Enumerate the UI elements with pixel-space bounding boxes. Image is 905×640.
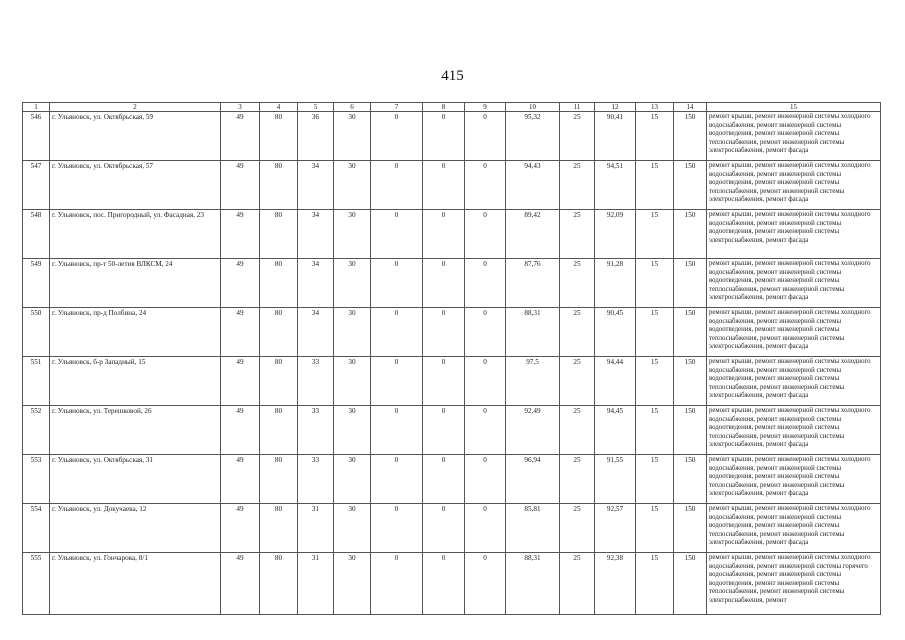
column-header: 13 [636,103,674,112]
value-cell: 150 [674,504,707,553]
value-cell: 49 [221,357,260,406]
value-cell: 80 [260,112,298,161]
value-cell: 15 [636,161,674,210]
value-cell: 90,41 [595,112,636,161]
column-header: 11 [560,103,595,112]
value-cell: 0 [465,455,506,504]
row-number: 554 [23,504,50,553]
value-cell: 80 [260,455,298,504]
works-cell: ремонт крыши, ремонт инженерной системы холодного водоснабжения, ремонт инженерной системы водоотведения, ремонт инженерной системы теплоснабжения, ремонт инженерной системы электроснабжения, ремонт фасада [707,112,881,161]
value-cell: 49 [221,553,260,615]
value-cell: 0 [423,455,465,504]
value-cell: 15 [636,112,674,161]
works-cell: ремонт крыши, ремонт инженерной системы холодного водоснабжения, ремонт инженерной системы водоотведения, ремонт инженерной системы теплоснабжения, ремонт инженерной системы электроснабжения, ремонт фасада [707,455,881,504]
value-cell: 0 [465,112,506,161]
address-cell: г. Ульяновск, ул. Терешковой, 26 [50,406,221,455]
table-row [23,308,881,357]
value-cell: 30 [334,406,371,455]
row-number: 548 [23,210,50,259]
value-cell: 0 [465,308,506,357]
value-cell: 49 [221,259,260,308]
row-number: 547 [23,161,50,210]
housing-repair-table [22,102,881,615]
value-cell: 25 [560,112,595,161]
value-cell: 33 [298,357,334,406]
value-cell: 85,81 [506,504,560,553]
value-cell: 0 [371,161,423,210]
column-number-row [23,103,881,112]
value-cell: 31 [298,553,334,615]
value-cell: 150 [674,259,707,308]
value-cell: 92,38 [595,553,636,615]
value-cell: 0 [371,455,423,504]
value-cell: 150 [674,161,707,210]
column-header: 15 [707,103,881,112]
value-cell: 33 [298,406,334,455]
value-cell: 0 [371,553,423,615]
value-cell: 0 [423,406,465,455]
table-row [23,553,881,615]
value-cell: 150 [674,406,707,455]
value-cell: 92,49 [506,406,560,455]
value-cell: 80 [260,357,298,406]
value-cell: 0 [371,259,423,308]
value-cell: 15 [636,406,674,455]
value-cell: 0 [465,259,506,308]
value-cell: 30 [334,553,371,615]
value-cell: 49 [221,161,260,210]
value-cell: 34 [298,161,334,210]
column-header: 6 [334,103,371,112]
value-cell: 15 [636,210,674,259]
value-cell: 91,55 [595,455,636,504]
value-cell: 30 [334,161,371,210]
value-cell: 30 [334,455,371,504]
column-header: 3 [221,103,260,112]
value-cell: 0 [423,112,465,161]
value-cell: 30 [334,259,371,308]
value-cell: 0 [423,504,465,553]
value-cell: 25 [560,455,595,504]
value-cell: 0 [423,210,465,259]
value-cell: 80 [260,161,298,210]
column-header: 14 [674,103,707,112]
works-cell: ремонт крыши, ремонт инженерной системы холодного водоснабжения, ремонт инженерной системы горячего водоснабжения, ремонт инженерной системы водоотведения, ремонт инженерной системы теплоснабжения, ремонт инженерной системы электроснабжения, ремонт [707,553,881,615]
address-cell: г. Ульяновск, пос. Пригородный, ул. Фасадная, 23 [50,210,221,259]
row-number: 555 [23,553,50,615]
address-cell: г. Ульяновск, ул. Октябрьская, 59 [50,112,221,161]
value-cell: 15 [636,308,674,357]
address-cell: г. Ульяновск, ул. Октябрьская, 31 [50,455,221,504]
value-cell: 25 [560,357,595,406]
value-cell: 87,76 [506,259,560,308]
column-header: 8 [423,103,465,112]
value-cell: 80 [260,504,298,553]
address-cell: г. Ульяновск, ул. Докучаева, 12 [50,504,221,553]
value-cell: 25 [560,161,595,210]
value-cell: 0 [423,308,465,357]
value-cell: 30 [334,112,371,161]
column-header: 7 [371,103,423,112]
value-cell: 92,57 [595,504,636,553]
value-cell: 15 [636,259,674,308]
value-cell: 0 [465,357,506,406]
column-header: 1 [23,103,50,112]
value-cell: 49 [221,406,260,455]
works-cell: ремонт крыши, ремонт инженерной системы холодного водоснабжения, ремонт инженерной системы водоотведения, ремонт инженерной системы теплоснабжения, ремонт инженерной системы электроснабжения, ремонт фасада [707,357,881,406]
column-header: 2 [50,103,221,112]
address-cell: г. Ульяновск, ул. Октябрьская, 57 [50,161,221,210]
value-cell: 34 [298,308,334,357]
value-cell: 25 [560,504,595,553]
table-row [23,455,881,504]
works-cell: ремонт крыши, ремонт инженерной системы холодного водоснабжения, ремонт инженерной системы водоотведения, ремонт инженерной системы теплоснабжения, ремонт инженерной системы электроснабжения, ремонт фасада [707,161,881,210]
value-cell: 0 [371,210,423,259]
value-cell: 30 [334,357,371,406]
value-cell: 30 [334,210,371,259]
value-cell: 150 [674,308,707,357]
row-number: 546 [23,112,50,161]
value-cell: 88,31 [506,553,560,615]
row-number: 551 [23,357,50,406]
column-header: 9 [465,103,506,112]
table-row [23,259,881,308]
value-cell: 49 [221,455,260,504]
value-cell: 92,09 [595,210,636,259]
value-cell: 94,51 [595,161,636,210]
value-cell: 34 [298,210,334,259]
column-header: 12 [595,103,636,112]
value-cell: 150 [674,210,707,259]
address-cell: г. Ульяновск, пр-т 50-летия ВЛКСМ, 24 [50,259,221,308]
works-cell: ремонт крыши, ремонт инженерной системы холодного водоснабжения, ремонт инженерной системы водоотведения, ремонт инженерной системы электроснабжения, ремонт фасада [707,210,881,259]
table-row [23,210,881,259]
value-cell: 25 [560,406,595,455]
row-number: 549 [23,259,50,308]
value-cell: 0 [371,406,423,455]
value-cell: 0 [465,210,506,259]
value-cell: 49 [221,504,260,553]
value-cell: 80 [260,259,298,308]
value-cell: 0 [465,504,506,553]
row-number: 550 [23,308,50,357]
value-cell: 25 [560,553,595,615]
value-cell: 88,31 [506,308,560,357]
value-cell: 94,45 [595,406,636,455]
value-cell: 0 [423,161,465,210]
value-cell: 0 [465,553,506,615]
value-cell: 31 [298,504,334,553]
column-header: 5 [298,103,334,112]
value-cell: 0 [423,357,465,406]
value-cell: 0 [423,553,465,615]
value-cell: 97,5 [506,357,560,406]
value-cell: 94,43 [506,161,560,210]
value-cell: 49 [221,210,260,259]
page-number: 415 [441,68,464,84]
table-row [23,406,881,455]
value-cell: 150 [674,112,707,161]
value-cell: 96,94 [506,455,560,504]
address-cell: г. Ульяновск, пр-д Полбина, 24 [50,308,221,357]
value-cell: 15 [636,504,674,553]
value-cell: 0 [465,406,506,455]
works-cell: ремонт крыши, ремонт инженерной системы холодного водоснабжения, ремонт инженерной системы водоотведения, ремонт инженерной системы теплоснабжения, ремонт инженерной системы электроснабжения, ремонт фасада [707,406,881,455]
address-cell: г. Ульяновск, ул. Гончарова, 8/1 [50,553,221,615]
value-cell: 49 [221,308,260,357]
table-row [23,112,881,161]
value-cell: 91,28 [595,259,636,308]
value-cell: 25 [560,259,595,308]
value-cell: 0 [371,357,423,406]
value-cell: 15 [636,455,674,504]
works-cell: ремонт крыши, ремонт инженерной системы холодного водоснабжения, ремонт инженерной системы водоотведения, ремонт инженерной системы теплоснабжения, ремонт инженерной системы электроснабжения, ремонт фасада [707,504,881,553]
value-cell: 80 [260,553,298,615]
value-cell: 80 [260,406,298,455]
column-header: 10 [506,103,560,112]
value-cell: 0 [423,259,465,308]
value-cell: 0 [371,112,423,161]
value-cell: 49 [221,112,260,161]
works-cell: ремонт крыши, ремонт инженерной системы холодного водоснабжения, ремонт инженерной системы водоотведения, ремонт инженерной системы теплоснабжения, ремонт инженерной системы электроснабжения, ремонт фасада [707,308,881,357]
value-cell: 0 [371,308,423,357]
value-cell: 95,32 [506,112,560,161]
value-cell: 36 [298,112,334,161]
value-cell: 34 [298,259,334,308]
value-cell: 15 [636,357,674,406]
value-cell: 25 [560,308,595,357]
value-cell: 0 [465,161,506,210]
column-header: 4 [260,103,298,112]
table-row [23,357,881,406]
value-cell: 94,44 [595,357,636,406]
address-cell: г. Ульяновск, б-р Западный, 15 [50,357,221,406]
table-row [23,504,881,553]
value-cell: 150 [674,357,707,406]
row-number: 553 [23,455,50,504]
table-row [23,161,881,210]
value-cell: 30 [334,504,371,553]
value-cell: 90,45 [595,308,636,357]
row-number: 552 [23,406,50,455]
value-cell: 89,42 [506,210,560,259]
value-cell: 0 [371,504,423,553]
value-cell: 25 [560,210,595,259]
value-cell: 33 [298,455,334,504]
value-cell: 150 [674,455,707,504]
value-cell: 150 [674,553,707,615]
works-cell: ремонт крыши, ремонт инженерной системы холодного водоснабжения, ремонт инженерной системы водоотведения, ремонт инженерной системы теплоснабжения, ремонт инженерной системы электроснабжения, ремонт фасада [707,259,881,308]
value-cell: 15 [636,553,674,615]
value-cell: 80 [260,308,298,357]
value-cell: 80 [260,210,298,259]
value-cell: 30 [334,308,371,357]
